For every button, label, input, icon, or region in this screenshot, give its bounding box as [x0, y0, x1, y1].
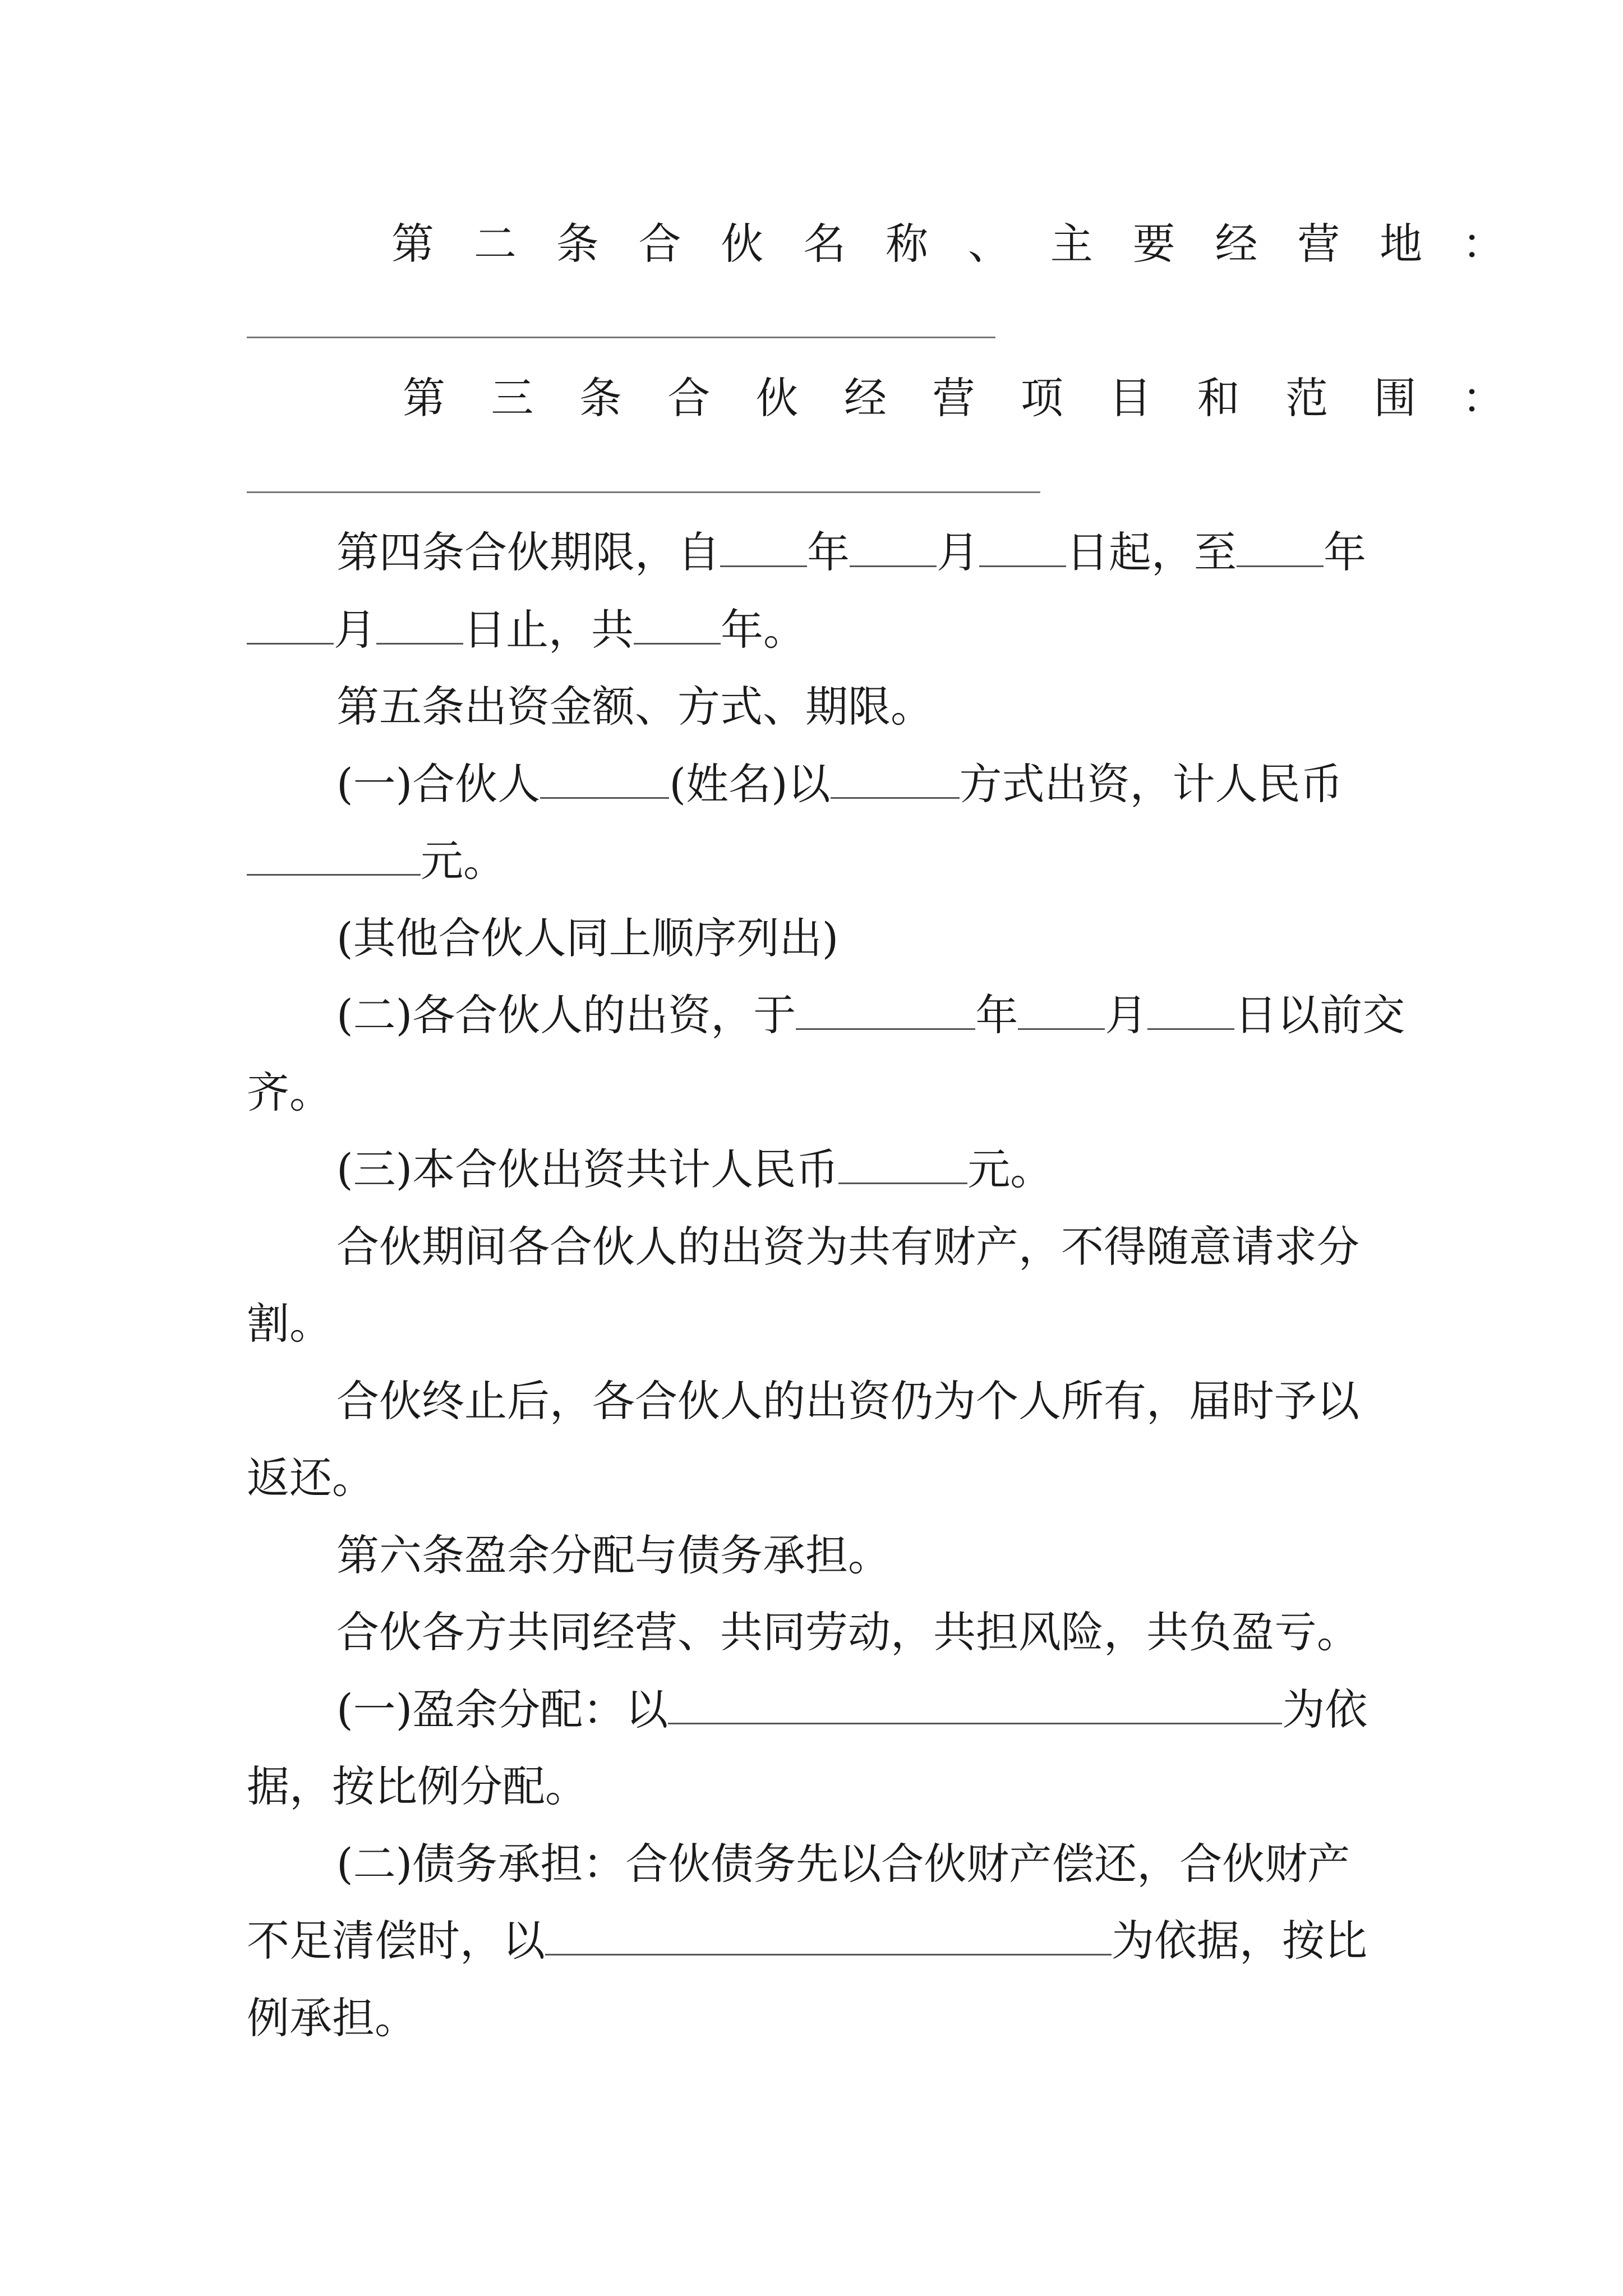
heading-char: 第: [403, 373, 445, 423]
text: 年: [807, 527, 850, 577]
article-5-item-1: [336, 756, 1343, 812]
heading-char: 第: [391, 219, 434, 269]
article-5-paragraph-2-cont: 返还。: [247, 1453, 375, 1503]
article-5-item-1-cont: [247, 833, 506, 889]
article-6-title: 第六条盈余分配与债务承担。: [336, 1530, 891, 1580]
heading-char: 和: [1197, 373, 1240, 423]
heading-char: 名: [803, 219, 846, 269]
partner-name-blank: [540, 762, 669, 799]
month-blank: [247, 608, 334, 645]
text: 元。: [421, 836, 506, 886]
article-2-heading: [391, 216, 1505, 272]
article-5-paragraph-2: 合伙终止后，各合伙人的出资仍为个人所有，届时予以: [336, 1376, 1359, 1426]
text: 第四条合伙期限，自: [336, 527, 720, 577]
text: (三)本合伙出资共计人民币: [336, 1144, 839, 1194]
text: 不足清偿时，以: [247, 1916, 545, 1966]
article-5-paragraph-1: 合伙期间各合伙人的出资为共有财产，不得随意请求分: [336, 1222, 1359, 1272]
heading-char: ：: [1461, 219, 1505, 269]
text: 为依据，按比: [1112, 1916, 1367, 1966]
article-4-line-2: [247, 602, 806, 658]
heading-char: 范: [1285, 373, 1329, 423]
year-blank: [1237, 531, 1324, 567]
text: 日起，至: [1066, 527, 1237, 577]
text: 元。: [967, 1144, 1053, 1194]
text: (一)盈余分配：以: [336, 1685, 668, 1734]
text: (姓名)以: [669, 759, 831, 809]
article-5-paragraph-1-cont: 割。: [247, 1299, 332, 1349]
article-5-title: 第五条出资金额、方式、期限。: [336, 682, 933, 731]
text: 月: [937, 527, 979, 577]
article-6-item-1: [336, 1682, 1367, 1738]
heading-char: 营: [932, 373, 975, 423]
article-3-heading: [403, 370, 1505, 426]
heading-char: 经: [844, 373, 887, 423]
heading-char: 合: [638, 219, 681, 269]
profit-basis-blank: [668, 1688, 1282, 1724]
amount-blank: [247, 839, 421, 876]
text: 年: [975, 990, 1018, 1040]
total-amount-blank: [838, 1148, 967, 1184]
heading-char: 经: [1215, 219, 1258, 269]
day-blank: [979, 531, 1066, 567]
heading-char: 伙: [755, 373, 799, 423]
text: (二)各合伙人的出资，于: [336, 990, 796, 1040]
day-blank: [376, 608, 463, 645]
heading-char: 二: [473, 219, 517, 269]
heading-char: ：: [1461, 373, 1505, 423]
month-blank: [850, 531, 937, 567]
heading-char: 地: [1380, 219, 1423, 269]
text: 年: [1324, 527, 1366, 577]
text: 为依: [1282, 1685, 1368, 1734]
heading-char: 合: [667, 373, 711, 423]
day-blank: [1147, 993, 1234, 1030]
heading-char: 条: [556, 219, 599, 269]
year-blank: [796, 993, 975, 1030]
heading-char: 项: [1020, 373, 1063, 423]
text: 月: [334, 605, 376, 655]
text: (一)合伙人: [336, 759, 541, 809]
years-blank: [634, 608, 721, 645]
text: 方式出资，计人民币: [959, 759, 1343, 809]
article-6-intro: 合伙各方共同经营、共同劳动，共担风险，共负盈亏。: [336, 1607, 1359, 1657]
heading-char: 称: [886, 219, 929, 269]
article-6-item-2-cont: [247, 1913, 1367, 1969]
article-6-item-2-end: 例承担。: [247, 1993, 417, 2043]
heading-char: 伙: [721, 219, 764, 269]
text: 日止，共: [463, 605, 634, 655]
heading-char: 主: [1050, 219, 1093, 269]
text: 年。: [721, 605, 806, 655]
heading-char: 条: [579, 373, 622, 423]
article-2-blank-line: [247, 337, 995, 338]
contribution-method-blank: [831, 762, 960, 799]
heading-char: 营: [1297, 219, 1340, 269]
article-5-item-2: [336, 987, 1405, 1043]
heading-char: 、: [967, 219, 1011, 269]
heading-char: 围: [1373, 373, 1417, 423]
text: 日以前交: [1234, 990, 1405, 1040]
article-4-line-1: [336, 524, 1366, 581]
heading-char: 三: [491, 373, 534, 423]
heading-char: 目: [1109, 373, 1152, 423]
article-5-item-2-cont: 齐。: [247, 1068, 332, 1117]
article-5-note: (其他合伙人同上顺序列出): [336, 913, 839, 963]
debt-basis-blank: [545, 1919, 1112, 1955]
text: 月: [1105, 990, 1148, 1040]
article-6-item-2: (二)债务承担：合伙债务先以合伙财产偿还，合伙财产: [336, 1839, 1350, 1889]
month-blank: [1018, 993, 1105, 1030]
article-6-item-1-cont: 据，按比例分配。: [247, 1761, 588, 1811]
article-3-blank-line: [247, 491, 1040, 493]
year-blank: [720, 531, 807, 567]
article-5-item-3: [336, 1142, 1053, 1198]
heading-char: 要: [1132, 219, 1175, 269]
